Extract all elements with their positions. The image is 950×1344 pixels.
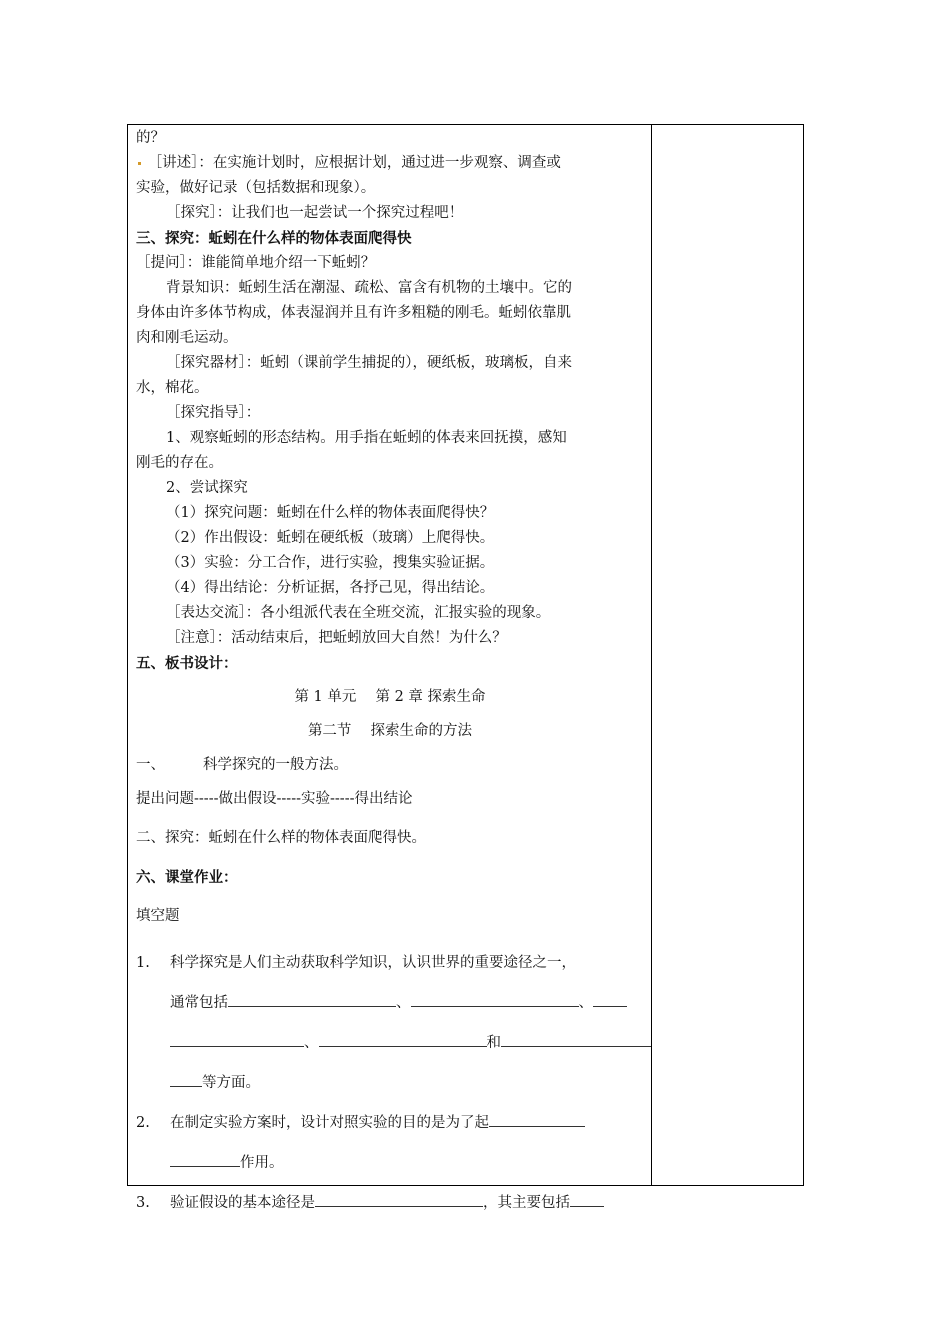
- text-span: ［讲述］：在实施计划时，应根据计划，通过进一步观察、调查或: [147, 155, 561, 171]
- question-line: [170, 1063, 651, 1103]
- text-span: 、: [578, 995, 593, 1011]
- column-divider: [651, 124, 652, 1186]
- text-line: 的？: [136, 130, 165, 146]
- text-line: [136, 151, 644, 176]
- text-span: 通常包括: [170, 995, 228, 1011]
- text-line: （2）作出假设：蚯蚓在硬纸板（玻璃）上爬得快。: [166, 530, 495, 546]
- text-span: 、: [304, 1035, 319, 1051]
- mark-dot: [138, 162, 141, 165]
- blank-field[interactable]: [315, 1189, 483, 1207]
- text-line: ［探究器材］：蚯蚓（课前学生捕捉的），硬纸板，玻璃板，自来: [166, 355, 572, 371]
- text-line: （1）探究问题：蚯蚓在什么样的物体表面爬得快？: [166, 505, 495, 521]
- text-span: 等方面。: [202, 1075, 260, 1091]
- question-2: [136, 1103, 644, 1183]
- text-span: 作用。: [240, 1155, 284, 1171]
- text-line: （4）得出结论：分析证据，各抒己见，得出结论。: [166, 580, 495, 596]
- text-line: （3）实验：分工合作，进行实验，搜集实验证据。: [166, 555, 495, 571]
- text-span: 验证假设的基本途径是: [170, 1195, 315, 1211]
- question-number: 1.: [136, 955, 150, 971]
- text-line: [136, 753, 644, 778]
- question-line: [170, 1183, 604, 1223]
- text-line: 二、探究：蚯蚓在什么样的物体表面爬得快。: [136, 830, 426, 846]
- blank-field[interactable]: [593, 989, 627, 1007]
- board-title: 第 1 单元 第 2 章 探索生命: [294, 689, 486, 705]
- blank-field[interactable]: [411, 989, 579, 1007]
- text-line: ［探究］：让我们也一起尝试一个探究过程吧！: [166, 205, 464, 221]
- text-line: 身体由许多体节构成，体表湿润并且有许多粗糙的刚毛。蚯蚓依靠肌: [136, 305, 571, 321]
- question-body: [170, 1103, 585, 1183]
- text-line: 实验，做好记录（包括数据和现象）。: [136, 180, 376, 196]
- text-line: 2、尝试探究: [166, 480, 248, 496]
- text-line: 背景知识：蚯蚓生活在潮湿、疏松、富含有机物的土壤中。它的: [166, 280, 572, 296]
- text-line: ［表达交流］：各小组派代表在全班交流，汇报实验的现象。: [166, 605, 551, 621]
- text-line: 肉和刚毛运动。: [136, 330, 238, 346]
- text-line: 刚毛的存在。: [136, 455, 223, 471]
- question-number: 2.: [136, 1115, 150, 1131]
- question-body: [170, 943, 651, 1103]
- question-3: [136, 1183, 644, 1223]
- text-span: 科学探究的一般方法。: [203, 757, 348, 773]
- question-line: [170, 983, 651, 1023]
- section-heading: 三、探究：蚯蚓在什么样的物体表面爬得快: [136, 230, 412, 247]
- text-span: 和: [486, 1035, 501, 1051]
- question-line: [170, 1103, 585, 1143]
- blank-field[interactable]: [170, 1029, 304, 1047]
- text-span: ，其主要包括: [483, 1195, 570, 1211]
- blank-field[interactable]: [170, 1149, 240, 1167]
- question-text: 科学探究是人们主动获取科学知识，认识世界的重要途径之一，: [170, 955, 576, 971]
- blank-field[interactable]: [228, 989, 396, 1007]
- text-line: 填空题: [136, 908, 180, 924]
- blank-field[interactable]: [570, 1189, 604, 1207]
- text-span: 一、: [136, 757, 165, 773]
- text-span: 在制定实验方案时，设计对照实验的目的是为了起: [170, 1115, 489, 1131]
- blank-field[interactable]: [319, 1029, 487, 1047]
- text-line: 水，棉花。: [136, 380, 209, 396]
- board-subtitle: 第二节 探索生命的方法: [307, 723, 473, 739]
- text-span: 、: [396, 995, 411, 1011]
- blank-field[interactable]: [170, 1069, 202, 1087]
- blank-field[interactable]: [489, 1109, 585, 1127]
- question-body: [170, 1183, 604, 1223]
- question-1: [136, 943, 644, 1103]
- text-line: ［提问］：谁能简单地介绍一下蚯蚓？: [136, 255, 376, 271]
- question-line: [170, 1023, 651, 1063]
- section-heading: 六、课堂作业：: [136, 869, 238, 886]
- question-line: [170, 1143, 585, 1183]
- text-line: 1、观察蚯蚓的形态结构。用手指在蚯蚓的体表来回抚摸，感知: [166, 430, 567, 446]
- text-line: ［探究指导］：: [166, 405, 261, 421]
- text-line: 提出问题-----做出假设-----实验-----得出结论: [136, 791, 413, 807]
- text-line: ［注意］：活动结束后，把蚯蚓放回大自然！为什么？: [166, 630, 507, 646]
- question-number: 3.: [136, 1195, 150, 1211]
- section-heading: 五、板书设计：: [136, 655, 238, 672]
- lesson-content: [136, 126, 644, 1223]
- blank-field[interactable]: [501, 1029, 651, 1047]
